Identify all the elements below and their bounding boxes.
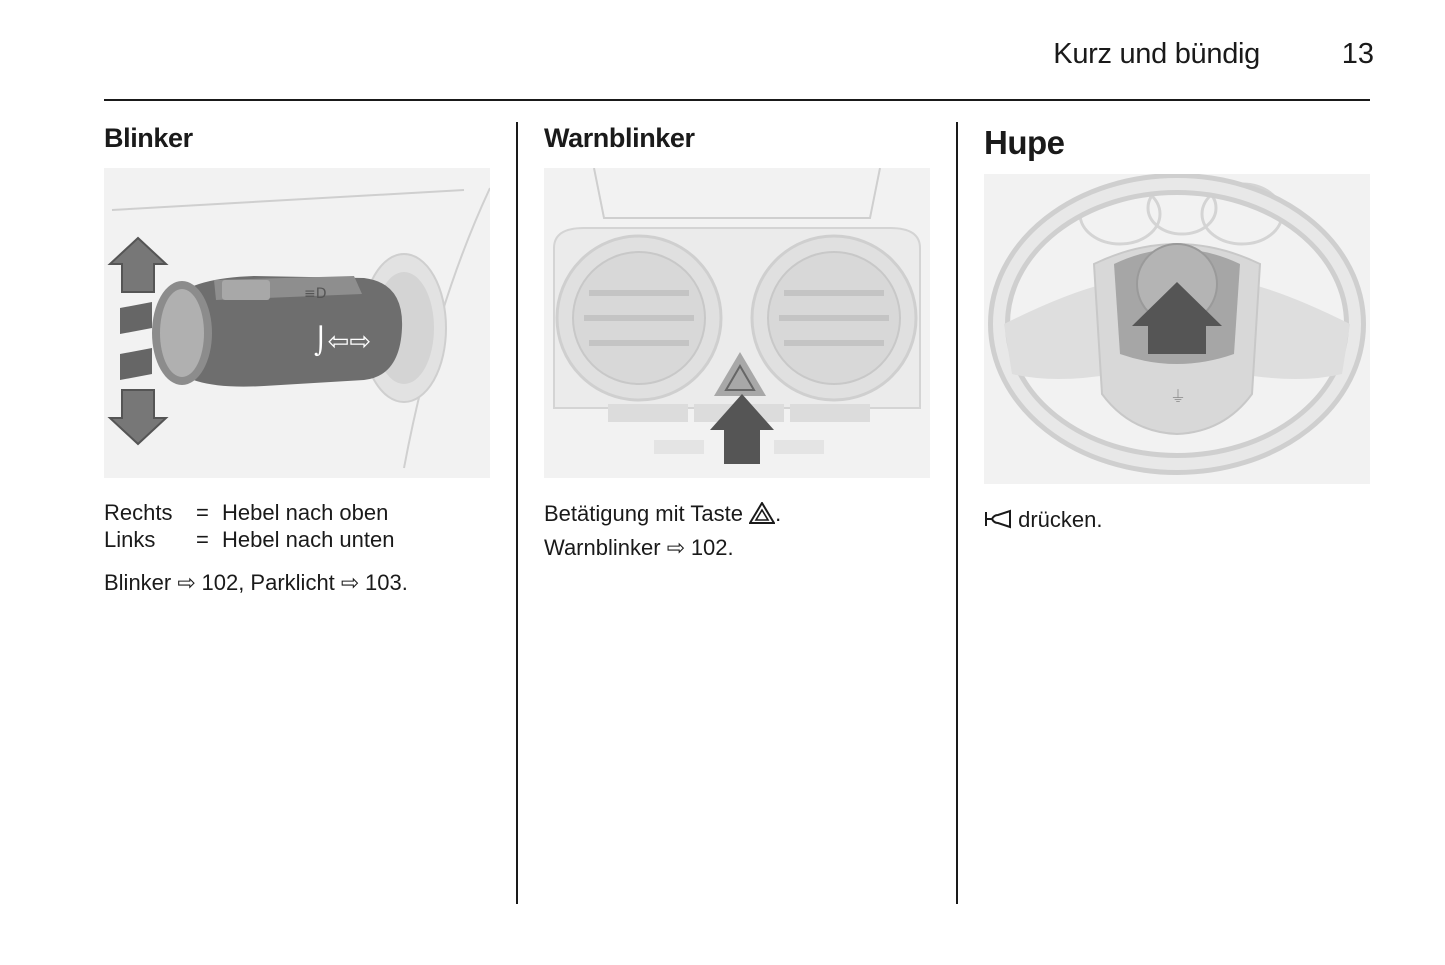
- column-divider-1: [516, 122, 518, 904]
- hupe-instruction: [984, 506, 1103, 535]
- steering-wheel-illustration: [984, 174, 1370, 484]
- hupe-heading: Hupe: [984, 124, 1065, 161]
- blinker-row-equals: =: [196, 527, 209, 552]
- warnblinker-line1: [544, 500, 781, 530]
- hazard-triangle-icon: [749, 502, 775, 530]
- warnblinker-line2: [544, 534, 734, 561]
- blinker-row-equals: =: [196, 500, 209, 525]
- svg-text:⏚: ⏚: [1170, 387, 1187, 406]
- blinker-heading: Blinker: [104, 123, 193, 153]
- warnblinker-heading: Warnblinker: [544, 123, 695, 153]
- arrow-reference-icon: ⇨: [666, 535, 686, 560]
- svg-text:≡D: ≡D: [304, 286, 327, 302]
- header-divider: [104, 99, 1370, 101]
- blinker-reference-page: 102, Parklicht: [201, 570, 335, 595]
- warnblinker-line1-end: .: [775, 501, 782, 526]
- warnblinker-reference-text: Warnblinker: [544, 535, 661, 560]
- blinker-row-value: Hebel nach unten: [222, 527, 395, 552]
- blinker-reference: [104, 569, 408, 596]
- blinker-row-value: Hebel nach oben: [222, 500, 389, 525]
- column-divider-2: [956, 122, 958, 904]
- hazard-switch-illustration: [544, 168, 930, 478]
- svg-text:⌡⇦⇨: ⌡⇦⇨: [314, 327, 372, 357]
- blinker-row-label: Rechts: [104, 500, 173, 525]
- blinker-row-label: Links: [104, 527, 156, 552]
- blinker-lever-illustration: [104, 168, 490, 478]
- blinker-reference-text: Blinker: [104, 570, 172, 595]
- page-header-title: Kurz und bündig: [1053, 38, 1260, 70]
- warnblinker-instruction: Betätigung mit Taste: [544, 501, 743, 526]
- parklicht-reference-page: 103.: [365, 570, 408, 595]
- page-number: 13: [1341, 38, 1374, 70]
- hupe-text: drücken.: [1018, 507, 1103, 532]
- arrow-reference-icon: ⇨: [177, 570, 196, 595]
- horn-icon: [984, 508, 1012, 535]
- arrow-reference-icon: ⇨: [340, 570, 360, 595]
- warnblinker-reference-page: 102.: [690, 535, 734, 560]
